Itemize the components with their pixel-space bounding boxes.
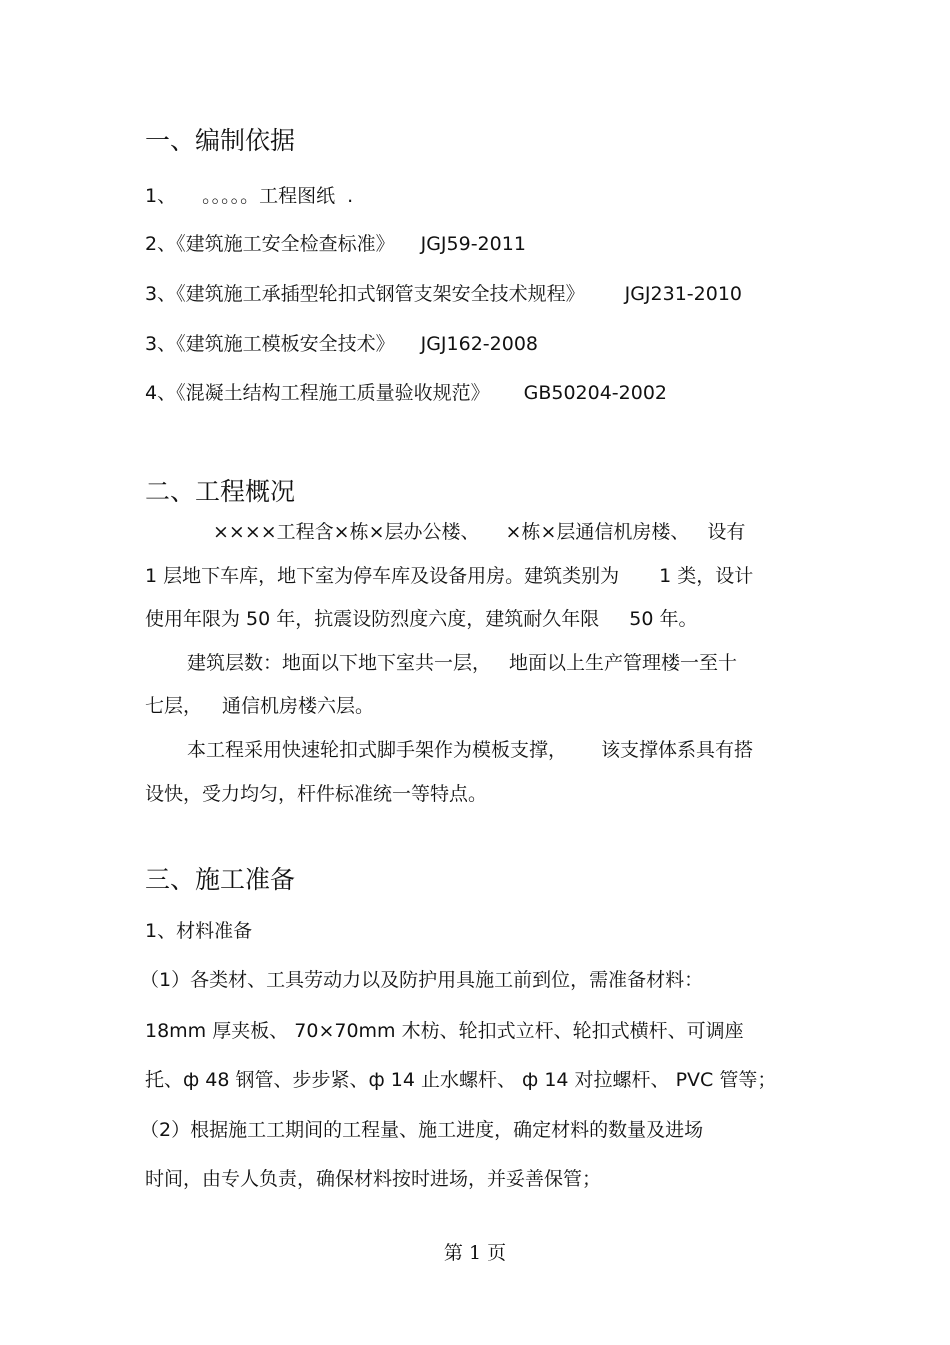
overview-p3-line1-b: 该支撑体系具有搭 — [601, 739, 754, 761]
preparation-line-5: 时间，由专人负责，确保材料按时进场，并妥善保管； — [145, 1168, 602, 1190]
section-heading-preparation: 三、施工准备 — [145, 865, 296, 894]
overview-p1-line1-b: ×栋×层通信机房楼、 — [505, 521, 690, 543]
basis-item-1 — [145, 184, 353, 208]
overview-p1-line2 — [145, 564, 753, 588]
basis-item-1-prefix: 1、 — [145, 185, 177, 207]
basis-item-3-code: JGJ231-2010 — [624, 283, 742, 305]
basis-item-3 — [145, 282, 742, 306]
preparation-line-1: （1）各类材、工具劳动力以及防护用具施工前到位，需准备材料： — [140, 969, 704, 991]
basis-item-3-text: 3、《建筑施工承插型轮扣式钢管支架安全技术规程》 — [145, 283, 585, 305]
overview-p3-line1-a: 本工程采用快速轮扣式脚手架作为模板支撑， — [187, 739, 568, 761]
basis-item-2-code: JGJ59-2011 — [420, 233, 526, 255]
basis-item-5-text: 4、《混凝土结构工程施工质量验收规范》 — [145, 382, 490, 404]
overview-p2-line1 — [187, 651, 737, 675]
preparation-line-4: （2）根据施工工期间的工程量、施工进度，确定材料的数量及进场 — [140, 1119, 704, 1141]
basis-item-2 — [145, 232, 526, 256]
basis-item-5-code: GB50204-2002 — [523, 382, 668, 404]
overview-p2-line2-a: 七层， — [145, 695, 203, 717]
overview-p1-line2-b: 1 类，设计 — [659, 565, 754, 587]
basis-item-4-code: JGJ162-2008 — [420, 333, 538, 355]
preparation-sub-heading: 1、材料准备 — [145, 920, 253, 942]
overview-p2-line1-b: 地面以上生产管理楼一至十 — [509, 652, 738, 674]
overview-p1-line3-b: 50 年。 — [629, 608, 698, 630]
overview-p2-line2-b: 通信机房楼六层。 — [222, 695, 375, 717]
basis-item-4-text: 3、《建筑施工模板安全技术》 — [145, 333, 395, 355]
section-heading-overview: 二、工程概况 — [145, 477, 296, 506]
overview-p3-line1 — [187, 738, 753, 762]
overview-p2-line2 — [145, 694, 374, 718]
overview-p3-line2-a: 设快，受力均匀，杆件标准统一等特点。 — [145, 783, 488, 805]
overview-p1-line3-a: 使用年限为 50 年，抗震设防烈度六度，建筑耐久年限 — [145, 608, 600, 630]
overview-p1-line1-c: 设有 — [707, 521, 746, 543]
basis-item-2-text: 2、《建筑施工安全检查标准》 — [145, 233, 395, 255]
overview-p1-line1-a: ××××工程含×栋×层办公楼、 — [213, 521, 480, 543]
basis-item-1-text: 。。。。。工程图纸 — [202, 185, 336, 207]
basis-item-4 — [145, 332, 538, 356]
preparation-line-3: 托、ф 48 钢管、步步紧、ф 14 止水螺杆、 ф 14 对拉螺杆、 PVC 管等； — [145, 1069, 777, 1091]
overview-p1-line1 — [213, 520, 745, 544]
overview-p1-line3 — [145, 607, 697, 631]
page-number: 第 1 页 — [443, 1242, 507, 1264]
overview-p2-line1-a: 建筑层数：地面以下地下室共一层， — [187, 652, 492, 674]
section-heading-basis: 一、编制依据 — [145, 126, 296, 155]
basis-item-1-suffix: . — [347, 185, 354, 207]
basis-item-5 — [145, 381, 667, 405]
overview-p3-line2 — [145, 782, 487, 806]
overview-p1-line2-a: 1 层地下车库，地下室为停车库及设备用房。建筑类别为 — [145, 565, 620, 587]
preparation-line-2: 18mm 厚夹板、 70×70mm 木枋、轮扣式立杆、轮扣式横杆、可调座 — [145, 1020, 744, 1042]
